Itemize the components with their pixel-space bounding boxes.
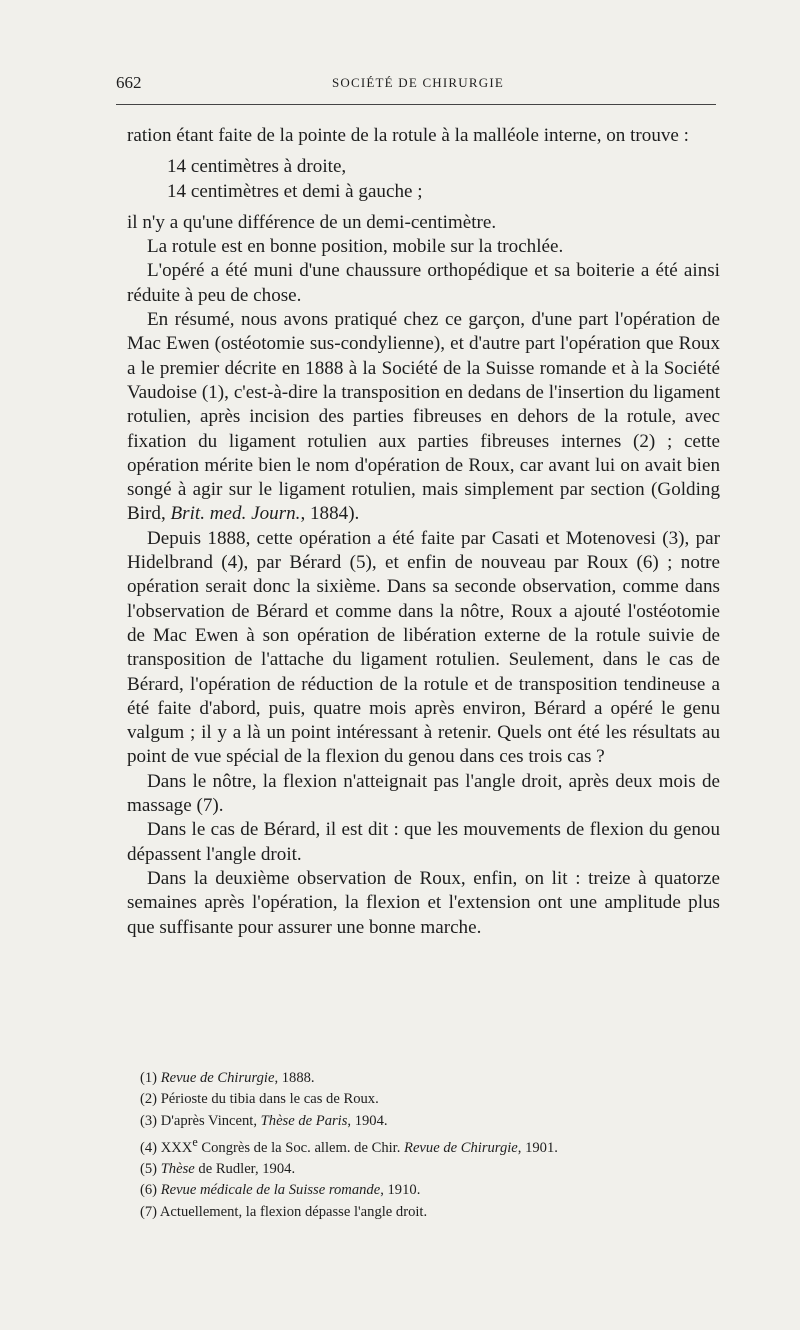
footnote-text: , 1904.	[347, 1112, 388, 1129]
paragraph: Dans le nôtre, la flexion n'atteignait pas l'angle droit, après deux mois de massage (7).	[127, 770, 720, 817]
header-rule	[116, 104, 716, 105]
summary-text: En résumé, nous avons pratiqué chez ce garçon, d'une part l'opération de Mac Ewen (ostéotomie sus-condylienne), et d'autre part l'opération que Roux a le premier décrite en 1888 à la Société de la Suisse romande et à la Société Vaudoise (1), c'est-à-dire la transposition en dedans de l'insertion du ligament rotulien, après incision des parties fibreuses en dehors de la rotule, avec fixation du ligament rotulien aux parties fibreuses internes (2) ; cette opération mérite bien le nom d'opération de Roux, car avant lui on avait bien songé à agir sur le ligament rotulien, mais simplement par section (Golding Bird,	[127, 309, 720, 525]
page-header	[116, 73, 720, 95]
footnote-3	[140, 1111, 720, 1132]
footnote-superscript: e	[192, 1134, 198, 1149]
footnote-journal: Revue médicale de la Suisse romande	[160, 1182, 381, 1199]
footnote-text: Actuellement, la flexion dépasse l'angle droit.	[159, 1203, 428, 1220]
footnote-journal: Thèse	[160, 1161, 195, 1178]
footnote-text: Périoste du tibia dans le cas de Roux.	[160, 1091, 379, 1108]
paragraph-continuation: ration étant faite de la pointe de la rotule à la malléole interne, on trouve :	[127, 125, 689, 146]
footnote-journal: Thèse de Paris	[260, 1112, 348, 1129]
footnote-4	[140, 1132, 720, 1159]
paragraph: Depuis 1888, cette opération a été faite par Casati et Motenovesi (3), par Hidelbrand (4), par Bérard (5), et enfin de nouveau par Roux (6) ; notre opération serait donc la sixième. Dans sa seconde observation, comme dans l'observation de Bérard et comme dans la nôtre, Roux a ajouté l'ostéotomie de Mac Ewen à son opération de libération externe de la rotule suivie de transposition de l'attache du ligament rotulien. Seulement, dans le cas de Bérard, l'opération de réduction de la rotule et de transposition tendineuse a été faite d'abord, puis, quatre mois après environ, Bérard a opéré le genu valgum ; il y a là un point intéressant à retenir. Quels ont été les résultats au point de vue spécial de la flexion du genou dans ces trois cas ?	[127, 527, 720, 768]
paragraph: Dans le cas de Bérard, il est dit : que les mouvements de flexion du genou dépassent l'angle droit.	[127, 819, 720, 865]
footnote-5	[140, 1159, 720, 1180]
footnote-journal: Revue de Chirurgie	[404, 1139, 518, 1156]
footnote-text: D'après Vincent,	[160, 1112, 261, 1129]
list-item: 14 centimètres à droite,	[167, 156, 347, 178]
list-item: 14 centimètres et demi à gauche ;	[167, 180, 423, 202]
footnote-label: (7)	[140, 1203, 158, 1220]
page-number: 662	[116, 73, 142, 92]
footnote-label: (5)	[140, 1161, 158, 1178]
footnote-text: de Rudler, 1904.	[194, 1161, 296, 1178]
footnote-text: , 1888.	[274, 1070, 315, 1086]
footnote-label: (3)	[140, 1112, 158, 1129]
footnote-label: (1)	[140, 1070, 158, 1086]
citation-year: , 1884).	[300, 503, 360, 525]
footnote-journal: Revue de Chirurgie	[160, 1070, 275, 1086]
footnotes	[140, 1068, 720, 1223]
footnote-text: XXX	[160, 1139, 193, 1156]
footnote-label: (4)	[140, 1139, 158, 1156]
measurement-list	[127, 155, 720, 204]
running-title: SOCIÉTÉ DE CHIRURGIE	[331, 75, 505, 90]
footnote-2	[140, 1089, 720, 1110]
main-text	[127, 124, 720, 940]
paragraph: La rotule est en bonne position, mobile sur la trochlée.	[147, 236, 564, 258]
footnote-label: (2)	[140, 1091, 158, 1108]
footnote-6	[140, 1180, 720, 1201]
footnote-text: , 1901.	[517, 1139, 558, 1156]
journal-title: Brit. med. Journ.	[170, 503, 301, 525]
paragraph: L'opéré a été muni d'une chaussure orthopédique et sa boiterie a été ainsi réduite à peu de chose.	[127, 260, 720, 306]
paragraph: il n'y a qu'une différence de un demi-centimètre.	[127, 211, 497, 233]
footnote-text: , 1910.	[380, 1182, 421, 1199]
footnote-label: (6)	[140, 1182, 158, 1199]
paragraph: Dans la deuxième observation de Roux, enfin, on lit : treize à quatorze semaines après l'opération, la flexion et l'extension ont une amplitude plus que suffisante pour assurer une bonne marche.	[127, 867, 720, 938]
footnote-1	[140, 1068, 720, 1089]
footnote-text: Congrès de la Soc. allem. de Chir.	[197, 1139, 405, 1156]
paragraph-summary	[127, 308, 720, 527]
footnote-7	[140, 1202, 720, 1223]
